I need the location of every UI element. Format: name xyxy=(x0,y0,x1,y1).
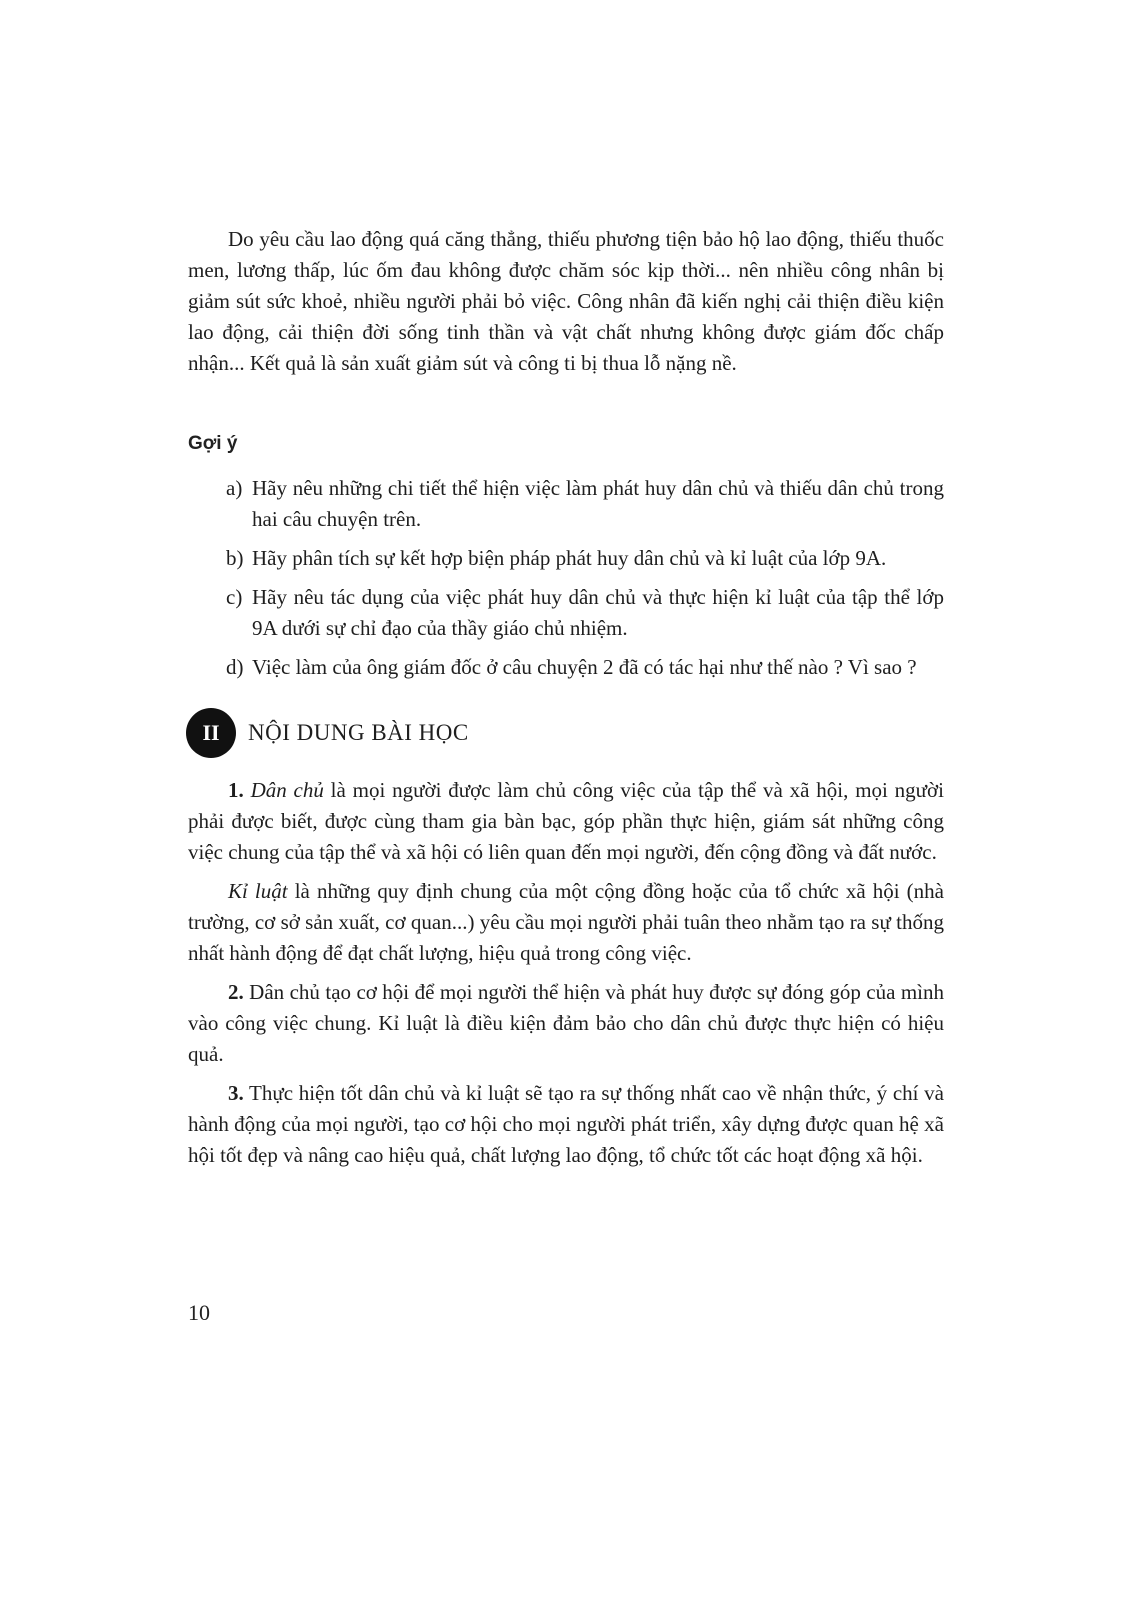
hint-list xyxy=(188,473,944,683)
hint-text: Hãy phân tích sự kết hợp biện pháp phát huy dân chủ và kỉ luật của lớp 9A. xyxy=(252,546,887,570)
item-number: 2. xyxy=(228,980,244,1004)
hint-letter: b) xyxy=(226,546,244,570)
lesson-paragraph-3 xyxy=(188,977,944,1070)
hint-item-d xyxy=(188,652,944,683)
lesson-paragraph-2 xyxy=(188,876,944,969)
page-content xyxy=(188,224,944,1179)
section-number-badge: II xyxy=(186,708,236,758)
hint-item-a xyxy=(188,473,944,535)
section-title: NỘI DUNG BÀI HỌC xyxy=(248,720,469,745)
lesson-text: là mọi người được làm chủ công việc của tập thể và xã hội, mọi người phải được biết, được cùng tham gia bàn bạc, góp phần thực hiện, giám sát những công việc chung của tập thể và xã hội có liên quan đến mọi người, đến cộng đồng và đất nước. xyxy=(188,778,944,864)
lesson-paragraph-1 xyxy=(188,775,944,868)
hint-text: Việc làm của ông giám đốc ở câu chuyện 2 đã có tác hại như thế nào ? Vì sao ? xyxy=(252,655,917,679)
section-heading xyxy=(188,707,944,759)
lesson-content xyxy=(188,775,944,1171)
hint-letter: a) xyxy=(226,476,243,500)
lesson-text: là những quy định chung của một cộng đồng hoặc của tổ chức xã hội (nhà trường, cơ sở sản xuất, cơ quan...) yêu cầu mọi người phải tuân theo nhằm tạo ra sự thống nhất hành động để đạt chất lượng, hiệu quả trong công việc. xyxy=(188,879,944,965)
hint-text: Hãy nêu tác dụng của việc phát huy dân chủ và thực hiện kỉ luật của tập thể lớp 9A dưới sự chỉ đạo của thầy giáo chủ nhiệm. xyxy=(252,585,944,640)
term-ki-luat: Kỉ luật xyxy=(228,879,288,903)
hint-letter: c) xyxy=(226,585,243,609)
lesson-text: Thực hiện tốt dân chủ và kỉ luật sẽ tạo ra sự thống nhất cao về nhận thức, ý chí và hành động của mọi người, tạo cơ hội cho mọi người phát triển, xây dựng được quan hệ xã hội tốt đẹp và nâng cao hiệu quả, chất lượng lao động, tổ chức tốt các hoạt động xã hội. xyxy=(188,1081,944,1167)
page-number: 10 xyxy=(188,1300,210,1325)
hint-letter: d) xyxy=(226,655,244,679)
lesson-paragraph-4 xyxy=(188,1078,944,1171)
hint-item-c xyxy=(188,582,944,644)
lesson-text: Dân chủ tạo cơ hội để mọi người thể hiện và phát huy được sự đóng góp của mình vào công việc chung. Kỉ luật là điều kiện đảm bảo cho dân chủ được thực hiện có hiệu quả. xyxy=(188,980,944,1066)
item-number: 1. xyxy=(228,778,244,802)
hint-item-b xyxy=(188,543,944,574)
hint-text: Hãy nêu những chi tiết thể hiện việc làm phát huy dân chủ và thiếu dân chủ trong hai câu chuyện trên. xyxy=(252,476,944,531)
hint-title: Gợi ý xyxy=(188,433,238,454)
intro-paragraph: Do yêu cầu lao động quá căng thẳng, thiếu phương tiện bảo hộ lao động, thiếu thuốc men, lương thấp, lúc ốm đau không được chăm sóc kịp thời... nên nhiều công nhân bị giảm sút sức khoẻ, nhiều người phải bỏ việc. Công nhân đã kiến nghị cải thiện điều kiện lao động, cải thiện đời sống tinh thần và vật chất nhưng không được giám đốc chấp nhận... Kết quả là sản xuất giảm sút và công ti bị thua lỗ nặng nề. xyxy=(188,227,944,375)
term-dan-chu: Dân chủ xyxy=(250,778,324,802)
item-number: 3. xyxy=(228,1081,244,1105)
